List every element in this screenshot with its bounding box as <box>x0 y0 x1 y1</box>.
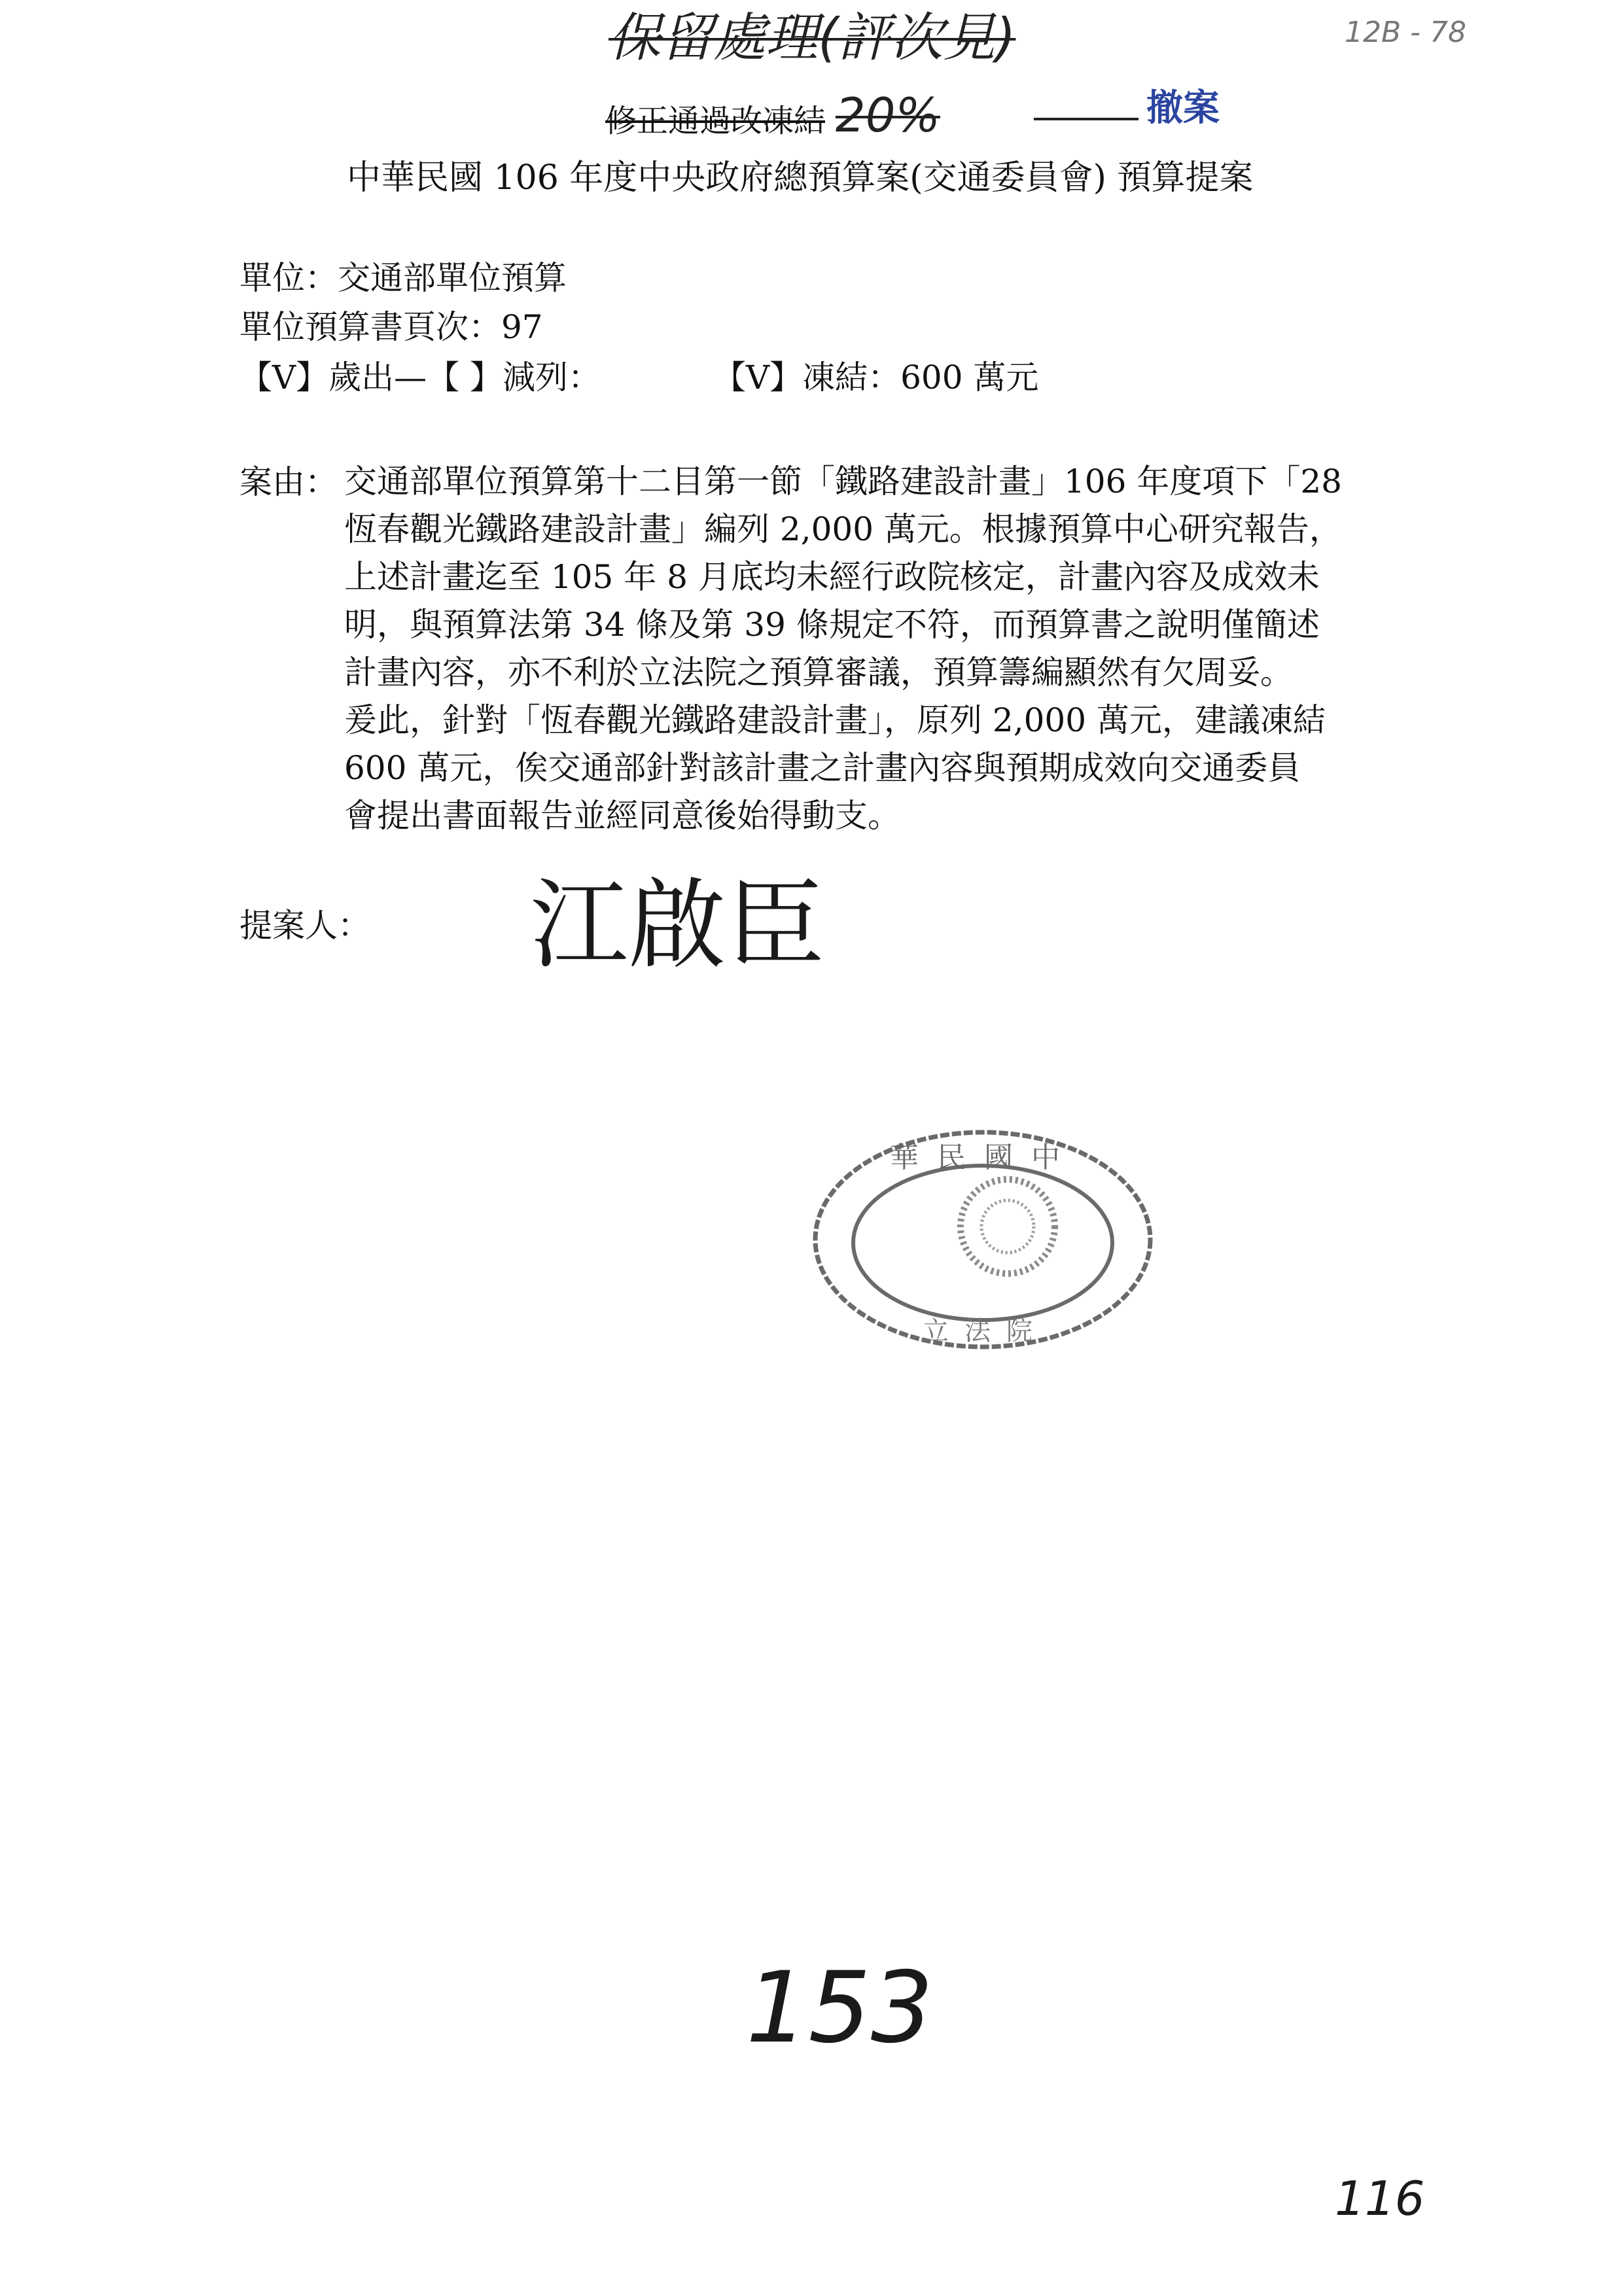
reason-line: 恆春觀光鐵路建設計畫」編列 2,000 萬元。根據預算中心研究報告， <box>344 510 1342 548</box>
options-left: 【V】歲出—【 】減列： <box>239 358 601 396</box>
reason-line: 明，與預算法第 34 條及第 39 條規定不符，而預算書之說明僅簡述 <box>344 606 1320 644</box>
page-ref-line: 單位預算書頁次：97 <box>239 308 543 346</box>
status-underline <box>1034 118 1139 120</box>
struck-handwritten-note: 保留處理(評次見) <box>609 7 1016 68</box>
struck-status-line <box>605 88 940 143</box>
reason-line: 爰此，針對「恆春觀光鐵路建設計畫」，原列 2,000 萬元，建議凍結 <box>344 701 1326 739</box>
signature: 江啟臣 <box>530 869 825 983</box>
seal-bottom-text: 立法院 <box>923 1316 1048 1346</box>
options-right: 【V】凍結：600 萬元 <box>713 358 1039 396</box>
struck-status-handwritten: 20% <box>835 88 940 143</box>
struck-status-printed: 修正通過改凍結 <box>605 103 826 139</box>
reason-line: 上述計畫迄至 105 年 8 月底均未經行政院核定，計畫內容及成效未 <box>344 558 1320 596</box>
corner-code: 12B - 78 <box>1345 16 1467 49</box>
reason-label: 案由： <box>239 463 338 501</box>
proposer-label: 提案人： <box>239 907 370 945</box>
reason-line: 交通部單位預算第十二目第一節「鐵路建設計畫」106 年度項下「28 <box>344 462 1342 500</box>
seal-top-text: 華民國中 <box>890 1141 1078 1174</box>
reason-line: 會提出書面報告並經同意後始得動支。 <box>344 797 900 835</box>
official-seal <box>811 1128 1155 1351</box>
handwritten-number: 153 <box>746 1951 934 2065</box>
page-title: 中華民國 106 年度中央政府總預算案(交通委員會) 預算提案 <box>347 158 1254 198</box>
unit-line: 單位：交通部單位預算 <box>239 259 567 297</box>
reason-line: 600 萬元，俟交通部針對該計畫之計畫內容與預期成效向交通委員 <box>344 749 1301 787</box>
page-number: 116 <box>1335 2171 1425 2226</box>
withdrawn-stamp: 撤案 <box>1146 87 1220 130</box>
reason-line: 計畫內容，亦不利於立法院之預算審議，預算籌編顯然有欠周妥。 <box>344 653 1293 691</box>
reason-body <box>344 458 1342 840</box>
